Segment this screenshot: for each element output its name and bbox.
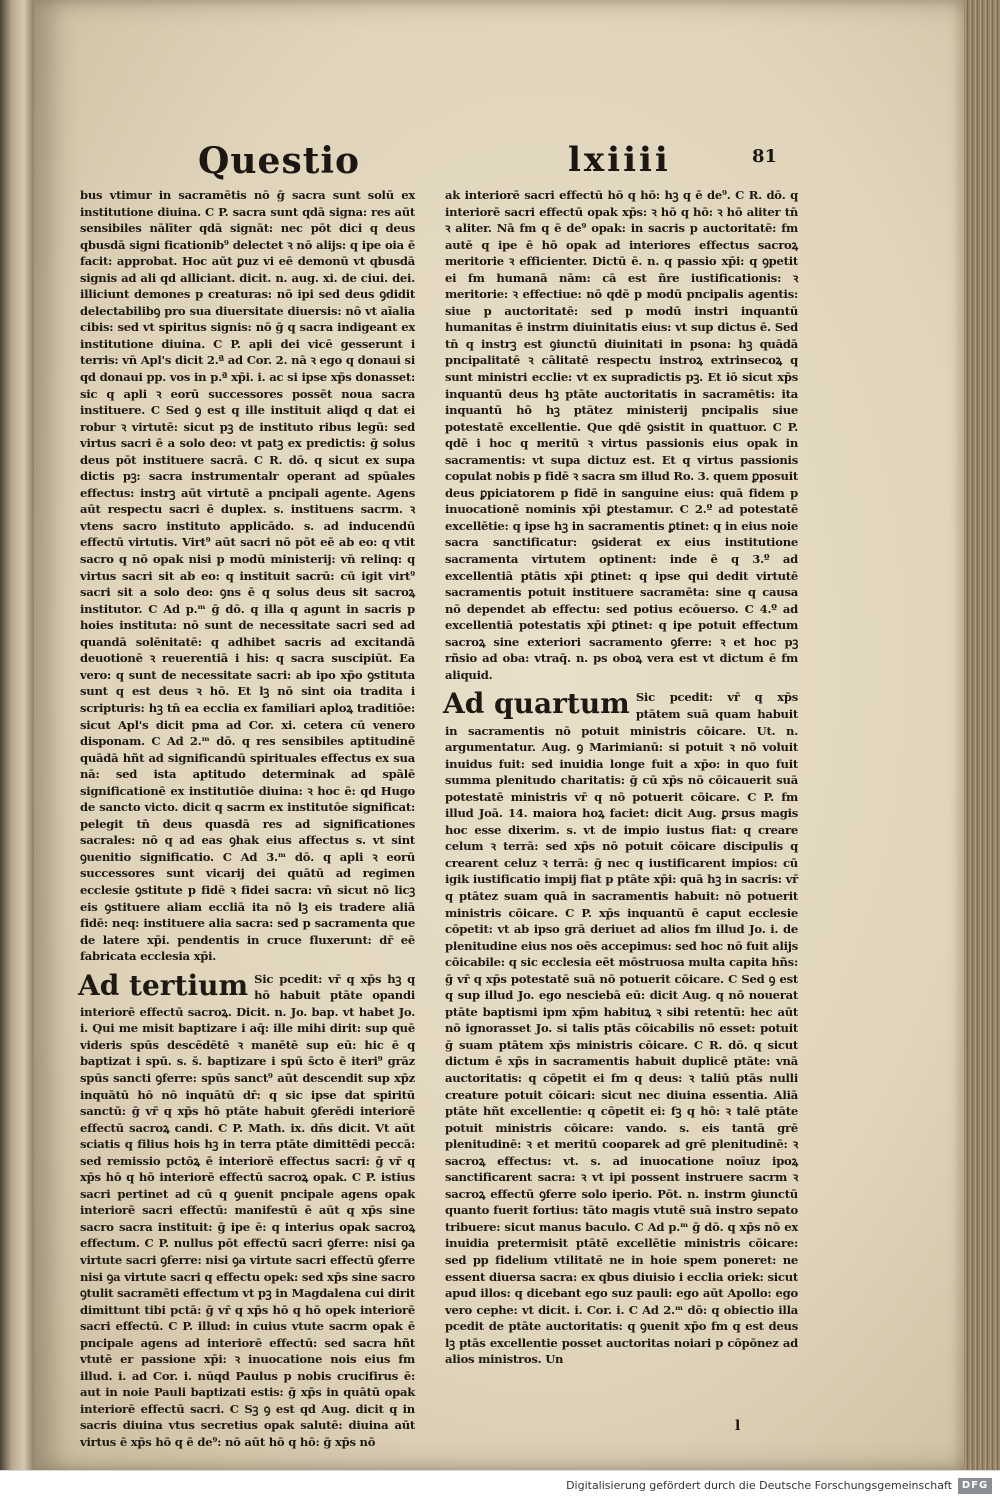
section-title: Ad quartum [443,687,630,721]
right-text-column [445,187,798,1374]
running-head-center: lxiiii [568,140,671,180]
running-head-left: Questio [198,140,361,182]
paragraph: ak interiorē sacri effectū hō q hō: hꝫ q ē de⁹. C R. dō. q interiorē sacri effectū opak xp̄s: ꝛ hō q hō: ꝛ hō aliter tn̄ ꝛ aliter. Nā fm q ē de⁹ opak: in sacris p auctoritatē: fm autē q ipe ē hō opak ad interiores effectus sacroꝝ meritorie ꝛ efficienter. Dictū ē. n. q passio xp̄i: q ꝯpetit ei fm humanā nām: cā est ñre iustificationis: ꝛ meritorie: ꝛ effectiue: nō qdē p modū pncipalis agentis: siue p auctoritatē: sed p modū instri inquantū humanitas ē instrm diuinitatis eius: vt sup dictus ē. Sed tn̄ q instrꝫ est ꝯiunctū diuinitati in psona: hꝫ quādā pncipalitatē ꝛ cālitatē respectu instroꝝ extrinsecoꝝ q sunt ministri ecclie: vt ex supradictis pꝫ. Et iō sicut xp̄s inquantū deus hꝫ ptāte auctoritatis in sacramētis: ita inquantū hō hꝫ ptātez ministerij pncipalis siue potestatē excellentie. Que qdē ꝯsistit in quattuor. C P. qdē i hoc q meritū ꝛ virtus passionis eius opak in sacramentis: vt supa dictuz est. Et q virtus passionis copulat nobis p fidē ꝛ sacra sm illud Ro. 3. quem ꝑposuit deus ꝑpiciatorem p fidē in sanguine eius: quā fidem p inuocationē nominis xp̄i ꝑtestamur. C 2.º ad potestatē excellētie: q ipse hꝫ in sacramentis ꝑtinet: q in eius noie sacra sanctificatur: ꝯsiderat ex eius institutione sacramenta virtutem optinent: inde ē q 3.º ad excellentiā ptātis xp̄i ꝑtinet: q ipse qui dedit virtutē sacramentis potuit instituere sacramēta: sine q causa nō dependet ab effectu: sed potius ecōuerso. C 4.º ad excellentiā potestatis xp̄i ꝑtinet: q ipe potuit effectum sacroꝝ sine exteriori sacramento ꝯferre: ꝛ et hoc pꝫ rñsio ad oba: vtraq̄. n. ps oboꝝ vera est vt dictum ē fm aliquid. [445,188,798,682]
paragraph: bus vtimur in sacramētis nō ḡ sacra sunt solū ex institutione diuina. C P. sacra sunt qdā signa: res aūt sensibiles nālīter qdā signāt: nec pōt dici q deus qbusdā signi ficationib⁹ delectet ꝛ nō alijs: q ipe oia ē facit: approbat. Hoc aūt ꝑuz vi eē demonū vt qbusdā signis ad ali qd alliciant. dicit. n. aug. xi. de ciui. dei. illiciunt demones p creaturas: nō ipi sed deus ꝯdidit delectabilibꝯ pro sua diuersitate diuersis: nō vt aīalia cibis: sed vt spiritus signis: nō ḡ q sacra indigeant ex institutione diuina. C P. apli dei vicē gesserunt i terris: vn̄ Apl's dicit 2.ª ad Cor. 2. nā ꝛ ego q donaui si qd donaui pp. vos in p.ª xp̄i. i. ac si ipse xp̄s donasset: sic q apli ꝛ eorū successores possēt noua sacra instituere. C Sed ꝯ est q ille instituit aliqd q dat ei robur ꝛ virtutē: sicut pꝫ de instituto ribus legū: sed virtus sacri ē a solo deo: vt patꝫ ex predictis: ḡ solus deus pōt instituere sacrā. C R. dō. q sicut ex supa dictis pꝫ: sacra instrumentalr operant ad spūales effectus: instrꝫ aūt virtutē a pncipali agente. Agens aūt respectu sacri ē duplex. s. instituens sacrm. ꝛ vtens sacro instituto applicādo. s. ad inducendū effectū virtutis. Virt⁹ aūt sacri nō pōt eē ab eo: q vtit sacro q nō opak nisi p modū ministerij: vn̄ relinq: q virtus sacri sit ab eo: q instituit sacrū: cū igit virt⁹ sacri sit a solo deo: ꝯns ē q solus deus sit sacroꝝ institutor. C Ad p.ᵐ ḡ dō. q illa q agunt in sacris p hoies instituta: nō sunt de necessitate sacri sed ad quandā solēnitatē: q adhibet sacris ad excitandā deuotionē ꝛ reuerentiā i his: q sacra suscipiūt. Ea vero: q sunt de necessitate sacri: ab ipo xp̄o ꝯstituta sunt q est deus ꝛ hō. Et lꝫ nō sint oia tradita i scripturis: hꝫ tn̄ ea ecclia ex familiari aploꝝ traditiōe: sicut Apl's dicit pma ad Cor. xi. cetera cū venero disponam. C Ad 2.ᵐ dō. q res sensibiles aptitudinē quādā hñt ad significandū spirituales effectus ex sua nā: sed ista aptitudo determinak ad spālē significationē ex institutiōe diuina: ꝛ hoc ē: qd Hugo de sancto victo. dicit q sacrm ex institutōe significat: pelegit tn̄ deus quasdā res ad significationes sacrales: nō q ad eas ꝯhak eius affectus s. vt sint ꝯuenitio significatio. C Ad 3.ᵐ dō. q apli ꝛ eorū successores sunt vicarij dei quātū ad regimen ecclesie ꝯstitute p fidē ꝛ fidei sacra: vn̄ sicut nō licꝫ eis ꝯstituere aliam eccliā ita nō lꝫ eis tradere aliā fidē: neq: instituere alia sacra: sed p sacramenta que de latere xp̄i. pendentis in cruce fluxerunt: dr̄ eē fabricata ecclesia xp̄i. [80,188,415,964]
paragraph [78,968,415,1451]
folio-number: 81 [752,146,778,167]
paragraph [445,689,798,1367]
page-stack-edge [964,0,1000,1470]
section-title: Ad tertium [78,968,249,1002]
signature-mark: l [735,1418,741,1434]
digitization-footer [0,1470,1000,1502]
dfg-logo-icon: DFG [958,1478,992,1494]
left-text-column [80,187,415,1457]
facing-page-edge [0,0,34,1470]
paragraph-text: Sic pcedit: vr̄ q xp̄s hꝫ q hō habuit ptāte opandi interiorē effectū sacroꝝ. Dicit. n. Jo. bap. vt habet Jo. i. Qui me misit baptizare i aq̄: ille mihi dirit: sup quē videris spūs descēdētē ꝛ manētē sup eū: hic ē q baptizat i spū. s. s̄. baptizare i spū s̄cto ē iteri⁹ grāz spūs sancti ꝯferre: spūs sanct⁹ aūt descendit sup xp̄z inquātū hō nō inquātū dr̄: q sic ipse dat spiritū sanctū: ḡ vr̄ q xp̄s hō ptāte habuit ꝯferēdi interiorē effectū sacroꝝ candi. C P. Math. ix. dn̄s dicit. Vt aūt sciatis q filius hois hꝫ in terra ptāte dimittēdi peccā: sed remissio pctōꝝ ē interiorē effectus sacri: ḡ vr̄ q xp̄s hō q hō interiorē effectū sacroꝝ opak. C P. istius sacri pertinet ad cū q ꝯuenit pncipale agens opak interiorē sacri effectū: manifestū ē aūt q xp̄s sine sacro sacra instituit: ḡ ipe ē: q interius opak sacroꝝ effectum. C P. nullus pōt effectū sacri ꝯferre: nisi ꝯa virtute sacri ꝯferre: nisi ꝯa virtute sacri effectū ꝯferre nisi ꝯa virtute sacri q effectu opek: sed xp̄s sine sacro ꝯtulit sacramēti effectum vt pꝫ in Magdalena cui dirit dimittunt tibi pctā: ḡ vr̄ q xp̄s hō q hō opek interiorē sacri effectū. C P. illud: in cuius vtute sacrm opak ē pncipale agens ad interiorē effectū: sed sacra hñt vtutē er passione xp̄i: ꝛ inuocatione nois eius fm illud. i. ad Cor. i. nūqd Paulus p nobis crucifirus ē: aut in noie Pauli baptizati estis: ḡ xp̄s in quātū opak interiorē effectū sacri. C Sꝫ ꝯ est qd Aug. dicit q in sacris diuina vtus secretius opak salutē: diuina aūt virtus ē xp̄s hō q ē de⁹: nō aūt hō q hō: ḡ xp̄s nō [80,971,415,1450]
footer-credit: Digitalisierung gefördert durch die Deutsche Forschungsgemeinschaft [566,1479,952,1492]
paragraph-text: Sic pcedit: vr̄ q xp̄s ptātem suā quam habuit in sacramentis nō potuit ministris cōicare. Ut. n. argumentatur. Aug. ꝯ Marimianū: si potuit ꝛ nō voluit inuidus fuit: sed inuidia longe fuit a xp̄o: in quo fuit summa plenitudo charitatis: ḡ cū xp̄s nō cōicauerit suā potestatē ministris vr̄ q nō potuerit cōicare. C P. fm illud Joā. 14. maiora hoꝝ faciet: dicit Aug. ꝑrsus magis hoc esse dixerim. s. vt de impio iustus fiat: q creare celum ꝛ terrā: sed xp̄s nō potuit cōicare discipulis q crearent celuz ꝛ terrā: ḡ nec q iustificarent impios: cū igik iustificatio impij fiat p ptāte xp̄i: quā hꝫ in sacris: vr̄ q ptātez suam quā in sacramentis habuit: nō potuerit ministris cōicare. C P. xp̄s inquantū ē caput ecclesie cōpetit: vt ab ipso grā deriuet ad alios fm illud Jo. i. de plenitudine eius nos oēs accepimus: sed hoc nō fuit alijs cōicabile: q sic ecclesia eēt mōstruosa multa capita hñs: ḡ vr̄ q xp̄s potestatē suā nō potuerit cōicare. C Sed ꝯ est q sup illud Jo. ego nesciebā eū: dicit Aug. q nō nouerat ptāte baptismi ipm xp̄m habituꝝ ꝛ sibi retentū: hec aūt nō ignorasset Jo. si talis ptās cōicabilis nō esset: potuit ḡ suam ptātem xp̄s ministris cōicare. C R. dō. q sicut dictum ē xp̄s in sacramentis habuit duplicē ptāte: vnā auctoritatis: q cōpetit ei fm q deus: ꝛ taliū ptās nulli creature potuit cōicari: sicut nec diuina essentia. Aliā ptāte hñt excellentie: q cōpetit ei: fꝫ q hō: ꝛ talē ptāte potuit ministris cōicare: vando. s. eis tantā grē plenitudinē: ꝛ et meritū cooparek ad grē plenitudinē: ꝛ sacroꝝ effectus: vt. s. ad inuocatione noīuz ipoꝝ sanctificarent sacra: ꝛ vt ipi possent instruere sacrm ꝛ sacroꝝ effectū ꝯferre solo iperio. Pōt. n. instrm ꝯiunctū quanto fuerit fortius: tāto magis vtutē suā instro sepato tribuere: sicut manus baculo. C Ad p.ᵐ ḡ dō. q xp̄s nō ex inuidia pretermisit ptātē excellētie ministris cōicare: sed pp fidelium vtilitatē ne in hoie spem poneret: ne essent diuersa sacra: ex qbus diuisio i ecclia oriek: sicut apud illos: q dicebant ego suz pauli: ego aūt Apollo: ego vero cephe: vt dicit. i. Cor. i. C Ad 2.ᵐ dō: q obiectio illa pcedit de ptāte auctoritatis: q ꝯuenit xp̄o fm q est deus lꝫ ptās excellentie posset auctoritas noiari p cōpōnez ad alios ministros. Un [445,690,798,1367]
